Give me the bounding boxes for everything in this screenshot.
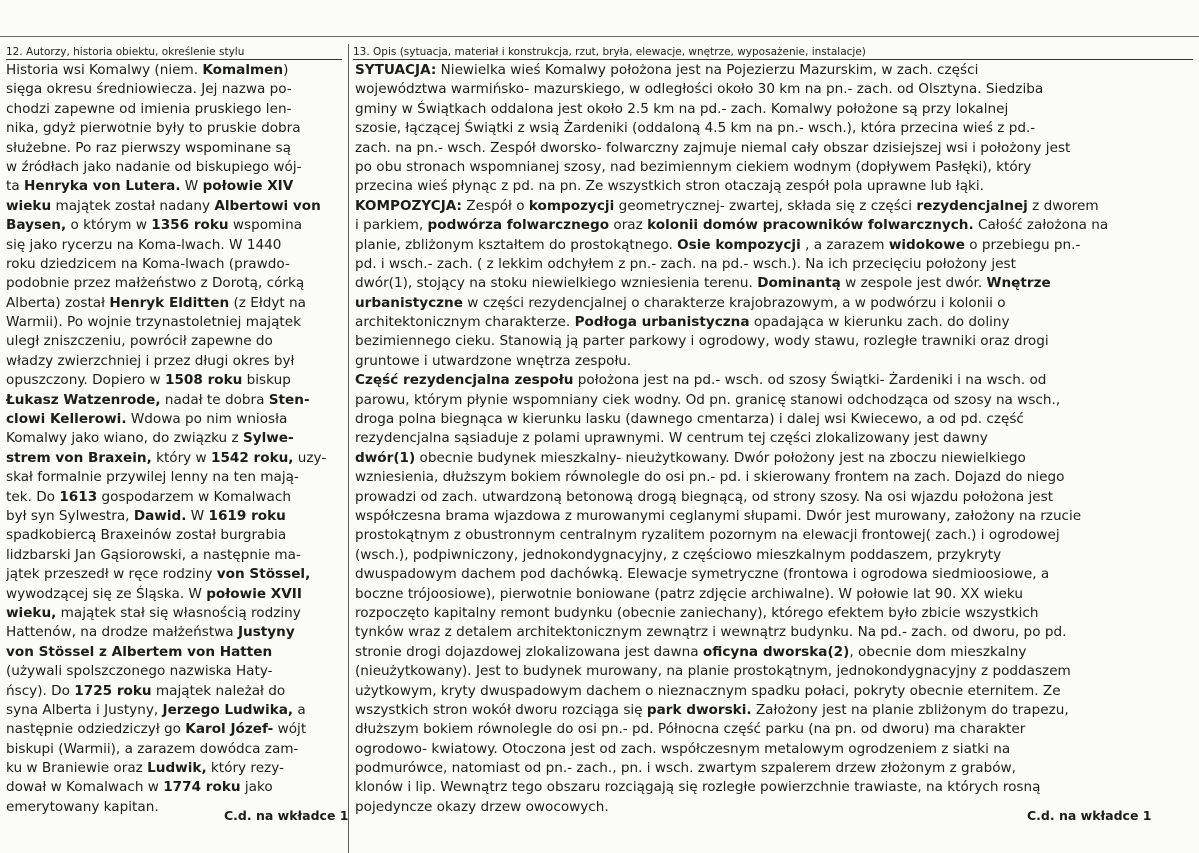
text-run: ńscy). Do xyxy=(6,682,75,699)
bold-text-run: park dworski. xyxy=(646,701,752,718)
text-run: Niewielka wieś Komalwy położona jest na Pojezierzu Mazurskim, w zach. części xyxy=(436,62,979,78)
text-run: który w xyxy=(151,449,211,466)
bold-text-run: widokowe xyxy=(888,236,965,253)
text-run: użytkowym, kryty dwuspadowym dachem o nieznacznym spadku połaci, pokryty obecnie eternitem. Ze xyxy=(355,682,1061,699)
text-run: jątek przeszedł w ręce rodziny xyxy=(6,566,217,583)
text-line xyxy=(6,410,344,429)
text-run: rozpoczęto kapitalny remont budynku (obecnie zaniechany), którego efektem było zbicie wszystkich xyxy=(355,604,1039,621)
text-line xyxy=(6,662,344,681)
text-line xyxy=(355,410,1193,429)
bold-text-run: Albertowi von xyxy=(214,197,321,214)
text-line xyxy=(6,236,344,255)
bold-text-run: SYTUACJA: xyxy=(355,62,437,78)
text-line xyxy=(355,740,1193,759)
bold-text-run: 1619 roku xyxy=(208,507,286,524)
bold-text-run: 1613 xyxy=(59,488,98,505)
text-line xyxy=(6,507,344,526)
text-line xyxy=(355,565,1193,584)
bold-text-run: 1356 roku xyxy=(151,217,229,234)
text-run: prowadzi od zach. utwardzoną betonową drogą biegnącą, od strony szosy. Na osi wjazdu położona jest xyxy=(355,488,1054,505)
text-run: syna Alberta i Justyny, xyxy=(6,701,163,718)
text-run: parowu, którym płynie wspomniany ciek wodny. Od pn. granicę stanowi odchodząca od szosy na wsch., xyxy=(355,391,1061,408)
text-line xyxy=(6,61,344,80)
bold-text-run: von Stössel z Albertem von Hatten xyxy=(6,643,273,660)
text-line xyxy=(6,701,344,720)
text-run: biskupi (Warmii), a zarazem dowódca zam- xyxy=(6,740,299,757)
text-line xyxy=(6,488,344,507)
text-run: położona jest na pd.- wsch. od szosy Świątki- Żardeniki i na wsch. od xyxy=(573,372,1047,389)
column-divider xyxy=(348,44,349,853)
text-run: dował w Komalwach w xyxy=(6,779,164,796)
text-run: następnie odziedziczył go xyxy=(6,721,186,738)
bold-text-run: Ludwik, xyxy=(147,760,207,777)
text-run: ) xyxy=(283,62,289,78)
text-run: ta xyxy=(6,178,24,195)
text-run: wzniesienia, dłuższym bokiem równolegle do osi pn.- pd. i skierowany frontem na zach. Dojazd do niego xyxy=(355,469,1065,486)
text-line xyxy=(355,352,1193,371)
text-line xyxy=(6,526,344,545)
text-run: droga polna biegnąca w kierunku lasku (dawnego cmentarza) i dalej wsi Kwiecewo, a od pd. część xyxy=(355,411,1024,428)
text-run: majątek należał do xyxy=(151,682,286,699)
text-line xyxy=(355,701,1193,720)
text-line xyxy=(6,177,344,196)
text-line xyxy=(6,332,344,351)
text-line xyxy=(355,119,1193,138)
bold-text-run: Karol Józef- xyxy=(185,721,274,738)
text-run: o którym w xyxy=(66,217,152,234)
text-line xyxy=(6,313,344,332)
text-line xyxy=(6,720,344,739)
text-run: W xyxy=(186,507,209,524)
text-run: Historia wsi Komalwy (niem. xyxy=(6,62,203,78)
text-line xyxy=(6,565,344,584)
text-line xyxy=(355,332,1193,351)
text-run: uległ zniszczeniu, powrócił zapewne do xyxy=(6,333,273,350)
text-line xyxy=(6,449,344,468)
text-run: podmurówce, natomiast od pn.- zach., pn. i wsch. zwartym szpalerem drzew złożonym z grabów, xyxy=(355,760,1016,777)
text-line xyxy=(6,274,344,293)
text-run: uzy- xyxy=(293,449,327,466)
text-run: geometrycznej- zwartej, składa się z części xyxy=(614,197,917,214)
text-run: służebne. Po raz pierwszy wspominane są xyxy=(6,139,291,156)
text-line xyxy=(355,449,1193,468)
bold-text-run: Jerzego Ludwika, xyxy=(162,701,294,718)
bold-text-run: Baysen, xyxy=(6,217,67,234)
text-line xyxy=(355,662,1193,681)
section-13-header: 13. Opis (sytuacja, materiał i konstrukcja, rzut, bryła, elewacje, wnętrze, wyposażenie, instalacje) xyxy=(353,45,1193,60)
bold-text-run: oficyna dworska(2) xyxy=(702,643,850,660)
bold-text-run: KOMPOZYCJA: xyxy=(355,197,462,214)
text-line xyxy=(6,623,344,642)
text-run: Zespół o xyxy=(461,197,529,214)
bold-text-run: Łukasz Watzenrode, xyxy=(6,391,161,408)
text-line xyxy=(355,585,1193,604)
bold-text-run: Henryka von Lutera. xyxy=(23,178,181,195)
history-text-column xyxy=(6,61,344,817)
text-run: skał formalnie przywilej lenny na ten mają- xyxy=(6,469,299,486)
bold-text-run: von Stössel, xyxy=(216,566,311,583)
bold-text-run: Henryk Elditten xyxy=(109,294,230,311)
text-run: i parkiem, xyxy=(355,217,428,234)
text-run: wywodzącej się ze Śląska. W xyxy=(6,585,207,602)
bold-text-run: 1542 roku, xyxy=(210,449,294,466)
text-run: opuszczony. Dopiero w xyxy=(6,372,165,389)
text-run: tynków wraz z detalem architektonicznym zewnątrz i wewnątrz budynku. Na pd.- zach. od dworu, po pd. xyxy=(355,624,1067,641)
text-line xyxy=(6,139,344,158)
text-run: roku dziedzicem na Koma-lwach (prawdo- xyxy=(6,255,290,272)
bold-text-run: kompozycji xyxy=(528,197,615,214)
text-line xyxy=(355,139,1193,158)
bold-text-run: Podłoga urbanistyczna xyxy=(574,314,750,331)
description-text-column xyxy=(355,61,1193,817)
text-run: władzy zwierzchniej i przez długi okres był xyxy=(6,352,295,369)
text-run: przecina wieś płynąc z pd. na pn. Ze wszystkich stron otaczają zespół pola uprawne lub łąki. xyxy=(355,178,985,195)
text-line xyxy=(355,100,1193,119)
text-line xyxy=(355,197,1193,216)
text-line xyxy=(6,604,344,623)
text-line xyxy=(6,294,344,313)
text-line xyxy=(6,100,344,119)
text-run: Alberta) został xyxy=(6,294,110,311)
text-line xyxy=(355,158,1193,177)
text-line xyxy=(6,778,344,797)
text-run: gminy w Świątkach oddalona jest około 2.5 km na pd.- zach. Komalwy położone są przy lokalnej xyxy=(355,100,1009,117)
text-line xyxy=(6,80,344,99)
text-run: Wdowa po nim wniosła xyxy=(126,411,288,428)
bold-text-run: Sylwe- xyxy=(242,430,294,447)
text-line xyxy=(6,468,344,487)
text-line xyxy=(355,604,1193,623)
text-run: klonów i lip. Wewnątrz tego obszaru rozciągają się rozległe powierzchnie trawiaste, na których rosną xyxy=(355,779,1041,796)
text-line xyxy=(6,682,344,701)
text-line xyxy=(355,294,1193,313)
text-run: nika, gdyż pierwotnie były to pruskie dobra xyxy=(6,120,301,137)
text-line xyxy=(355,236,1193,255)
text-run: był syn Sylwestra, xyxy=(6,507,134,524)
text-run: dwór(1), stojący na stoku niewielkiego wzniesienia terenu. xyxy=(355,275,758,292)
text-line xyxy=(355,371,1193,390)
text-run: prostokątnym z obustronnym centralnym ryzalitem pozornym na elewacji frontowej( zach.) i ogrodowej xyxy=(355,527,1060,544)
bold-text-run: Dawid. xyxy=(133,507,187,524)
text-line xyxy=(355,546,1193,565)
text-run: (używali spolszczonego nazwiska Haty- xyxy=(6,663,273,680)
text-line xyxy=(6,740,344,759)
text-run: W xyxy=(180,178,203,195)
bold-text-run: Osie kompozycji xyxy=(677,236,801,253)
text-run: planie, zbliżonym kształtem do prostokątnego. xyxy=(355,236,678,253)
text-line xyxy=(355,216,1193,235)
text-line xyxy=(6,759,344,778)
text-run: się jako rycerzu na Koma-lwach. W 1440 xyxy=(6,236,282,253)
bold-text-run: strem von Braxein, xyxy=(6,449,152,466)
text-line xyxy=(6,429,344,448)
text-run: po obu stronach wspomnianej szosy, nad bezimiennym ciekiem wodnym (dopływem Pasłęki), który xyxy=(355,158,1032,175)
text-run: wspomina xyxy=(228,217,303,234)
text-line xyxy=(6,158,344,177)
text-run: Założony jest na planie zbliżonym do trapezu, xyxy=(751,701,1069,718)
text-run: obecnie budynek mieszkalny- nieużytkowany. Dwór położony jest na zboczu niewielkiego xyxy=(415,449,1026,466)
text-run: jako xyxy=(240,779,273,796)
text-run: opadająca w kierunku zach. do doliny xyxy=(749,314,1010,331)
text-line xyxy=(355,507,1193,526)
bold-text-run: Wnętrze xyxy=(986,275,1051,292)
text-run: Komalwy jako wiano, do związku z xyxy=(6,430,243,447)
text-run: spadkobiercą Braxeinów został burgrabia xyxy=(6,527,287,544)
bold-text-run: 1774 roku xyxy=(163,779,241,796)
text-run: dłuższym bokiem równolegle do osi pn.- pd. Północna część parku (na pn. od dworu) ma charakter xyxy=(355,721,1026,738)
text-line xyxy=(355,643,1193,662)
text-run: pd. i wsch.- zach. ( z lekkim odchyłem z pn.- zach. na pd.- wsch.). Na ich przecięciu położony jest xyxy=(355,255,1016,272)
text-run: Całość założona na xyxy=(973,217,1109,234)
text-line xyxy=(355,720,1193,739)
text-line xyxy=(355,682,1193,701)
text-run: dwuspadowym dachem pod dachówką. Elewacje symetryczne (frontowa i ogrodowa siedmioosiowe, a xyxy=(355,566,1050,583)
bold-text-run: rezydencjalnej xyxy=(916,197,1028,214)
text-run: Hattenów, na drodze małżeństwa xyxy=(6,624,238,641)
bold-text-run: urbanistyczne xyxy=(355,294,463,311)
text-run: Warmii). Po wojnie trzynastoletniej majątek xyxy=(6,314,301,331)
bold-text-run: dwór(1) xyxy=(355,449,416,466)
text-run: rezydencjalna sąsiaduje z polami uprawnymi. W centrum tej części zlokalizowany jest dawny xyxy=(355,430,988,447)
bold-text-run: 1508 roku xyxy=(165,372,243,389)
text-line xyxy=(355,623,1193,642)
text-line xyxy=(6,216,344,235)
text-run: emerytowany kapitan. xyxy=(6,798,159,815)
text-line xyxy=(355,391,1193,410)
text-run: nadał te dobra xyxy=(160,391,269,408)
bold-text-run: clowi Kellerowi. xyxy=(6,411,127,428)
text-run: wójt xyxy=(273,721,307,738)
bold-text-run: Justyny xyxy=(237,624,295,641)
text-run: szosie, łączącej Świątki z wsią Żardeniki (oddaloną 4.5 km na pn.- wsch.), która przecina wieś z pd.- xyxy=(355,120,1036,137)
bold-text-run: Dominantą xyxy=(757,275,841,292)
text-line xyxy=(355,313,1193,332)
text-run: (z Ełdyt na xyxy=(229,294,306,311)
text-line xyxy=(355,526,1193,545)
text-line xyxy=(6,546,344,565)
text-run: ku w Braniewie oraz xyxy=(6,760,148,777)
text-run: sięga okresu średniowiecza. Jej nazwa po- xyxy=(6,81,292,98)
text-line xyxy=(355,177,1193,196)
text-line xyxy=(355,759,1193,778)
text-run: gruntowe i utwardzone wnętrza zespołu. xyxy=(355,352,632,369)
top-border-line xyxy=(0,0,1199,37)
text-line xyxy=(355,429,1193,448)
text-line xyxy=(6,255,344,274)
text-run: bezimiennego cieku. Stanowią ją parter parkowy i ogrodowy, wody stawu, rozległe trawniki oraz drogi xyxy=(355,333,1049,350)
continuation-note-left: C.d. na wkładce 1 xyxy=(224,808,349,823)
text-run: w źródłach jako nadanie od biskupiego wój- xyxy=(6,158,302,175)
text-line xyxy=(6,197,344,216)
text-line xyxy=(355,488,1193,507)
bold-text-run: kolonii domów pracowników folwarcznych. xyxy=(647,217,974,234)
text-run: tek. Do xyxy=(6,488,60,505)
continuation-note-right: C.d. na wkładce 1 xyxy=(1027,808,1152,823)
text-line xyxy=(355,255,1193,274)
text-run: majątek został nadany xyxy=(51,197,215,214)
bold-text-run: Część rezydencjalna zespołu xyxy=(355,372,574,389)
bold-text-run: 1725 roku xyxy=(74,682,152,699)
text-run: o przebiegu pn.- xyxy=(964,236,1081,253)
text-run: który rezy- xyxy=(206,760,284,777)
text-line xyxy=(6,119,344,138)
text-run: (nieużytkowany). Jest to budynek murowany, na planie prostokątnym, jednokondygnacyjny z poddaszem xyxy=(355,663,1071,680)
bold-text-run: Komalmen xyxy=(202,62,284,78)
section-12-header: 12. Autorzy, historia obiektu, określenie stylu xyxy=(6,45,342,60)
bold-text-run: połowie XVII xyxy=(206,585,302,602)
text-run: , a zarazem xyxy=(800,236,889,253)
text-line xyxy=(355,80,1193,99)
text-run: województwa warmińsko- mazurskiego, w odległości około 30 km na pn.- zach. od Olsztyna. Siedziba xyxy=(355,81,1044,98)
text-line xyxy=(6,391,344,410)
text-run: (wsch.), podpiwniczony, jednokondygnacyjny, z częściowo mieszkalnym poddaszem, przykryty xyxy=(355,546,1002,563)
text-line xyxy=(6,352,344,371)
text-run: pojedyncze okazy drzew owocowych. xyxy=(355,798,609,815)
text-run: wszystkich stron wokół dworu rozciąga się xyxy=(355,701,647,718)
text-run: ogrodowo- kwiatowy. Otoczona jest od zach. współczesnym metalowym ogrodzeniem z siatki na xyxy=(355,740,1011,757)
text-run: chodzi zapewne od imienia pruskiego len- xyxy=(6,100,292,117)
text-run: współczesna brama wjazdowa z murowanymi ceglanymi słupami. Dwór jest murowany, założony na rzucie xyxy=(355,507,1082,524)
text-run: architektonicznym charakterze. xyxy=(355,314,575,331)
text-run: podobnie przez małżeństwo z Dorotą, córką xyxy=(6,275,305,292)
text-line xyxy=(6,585,344,604)
text-line xyxy=(355,274,1193,293)
text-line xyxy=(355,468,1193,487)
text-run: w części rezydencjalnej o charakterze krajobrazowym, a w podwórzu i kolonii o xyxy=(462,294,1006,311)
text-run: zach. na pn.- wsch. Zespół dworsko- folwarczny zajmuje niemal cały obszar dzisiejszej wsi i położony jest xyxy=(355,139,1071,156)
text-run: majątek stał się własnością rodziny xyxy=(56,604,301,621)
text-run: gospodarzem w Komalwach xyxy=(97,488,291,505)
text-run: lidzbarski Jan Gąsiorowski, a następnie ma- xyxy=(6,546,301,563)
text-run: biskup xyxy=(242,372,291,389)
text-run: , obecnie dom mieszkalny xyxy=(849,643,1027,660)
text-run: oraz xyxy=(609,217,648,234)
text-line xyxy=(355,778,1193,797)
bold-text-run: wieku xyxy=(6,197,52,214)
text-run: z dworem xyxy=(1027,197,1099,214)
bold-text-run: połowie XIV xyxy=(202,178,294,195)
text-run: boczne trójoosiowe), pierwotnie boniowane (patrz zdjęcie archiwalne). W połowie lat 90. XX wieku xyxy=(355,585,1023,602)
text-line xyxy=(6,371,344,390)
bold-text-run: podwórza folwarcznego xyxy=(427,217,610,234)
text-run: stronie drogi dojazdowej zlokalizowana jest dawna xyxy=(355,643,703,660)
text-run: w zespole jest dwór. xyxy=(840,275,987,292)
bold-text-run: wieku, xyxy=(6,604,57,621)
text-run: a xyxy=(293,701,306,718)
text-line xyxy=(6,643,344,662)
text-line xyxy=(355,61,1193,80)
bold-text-run: Sten- xyxy=(268,391,310,408)
